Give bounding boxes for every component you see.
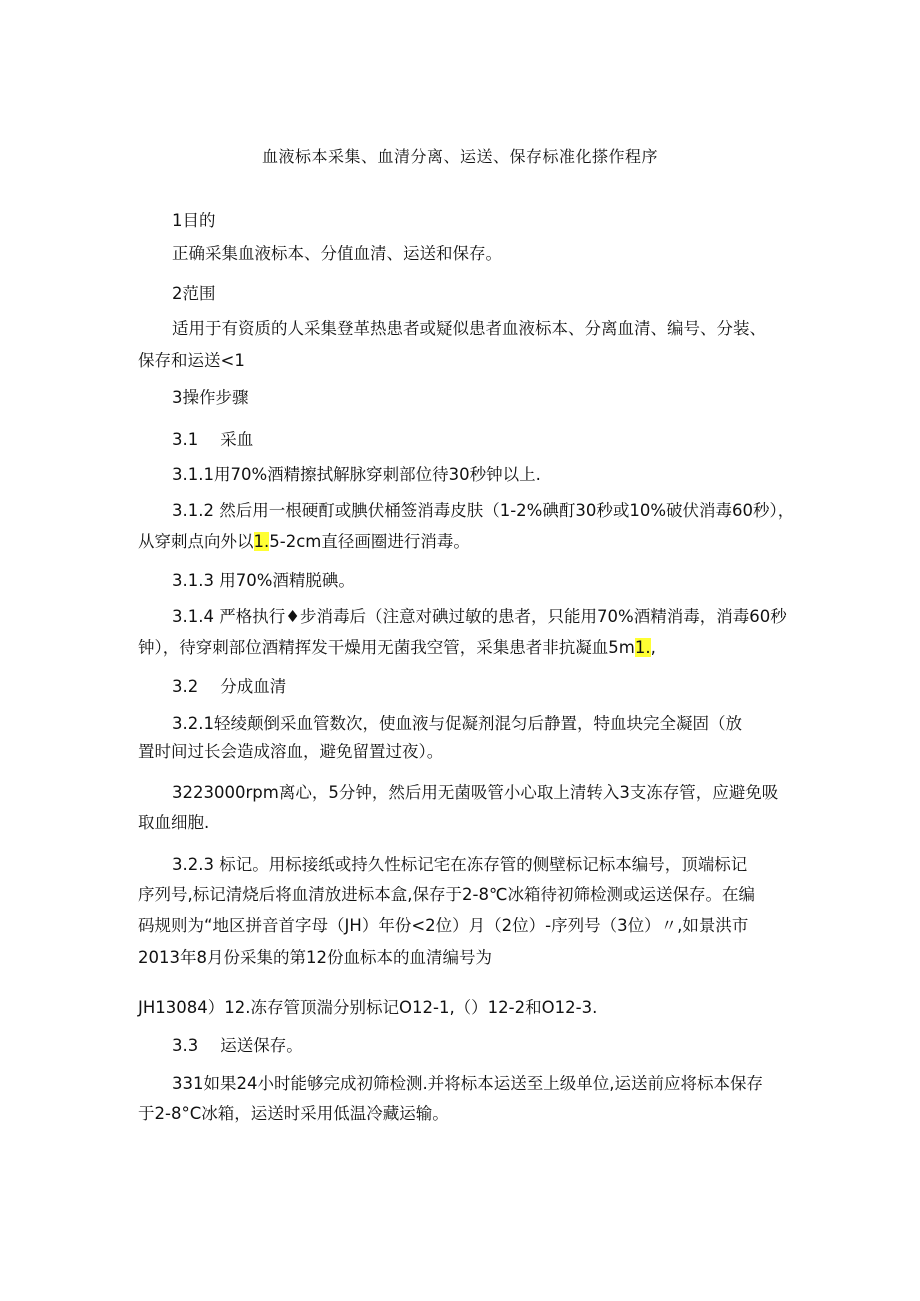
subsection-number: 3.2 [172,677,199,696]
subsection-3-1-heading [172,430,832,450]
step-3-1-3: 3.1.3 用70%酒精脱碘。 [172,571,355,590]
subsection-3-3-heading [172,1036,832,1056]
section-2-heading: 2范围 [172,284,216,303]
subsection-title: 采血 [220,430,254,449]
step-3-2-3-line-3: 码规则为“地区拼音首字母（JH）年份<2位）月（2位）-序列号（3位）〃,如景洪市 [138,916,749,935]
step-3-2-3-line-1: 3.2.3 标记。用标接纸或持久性标记宅在冻存管的侧壁标记标本编号，顶端标记 [172,855,748,874]
step-3-1-4-line-2 [138,638,798,658]
step-3-2-3-line-2: 序列号,标记清烧后将血清放进标本盒,保存于2-8℃冰箱待初筛检测或运送保存。在编 [138,885,755,904]
step-3-2-1-line-1: 3.2.1轻绫颠倒采血管数次，使血液与促凝剂混匀后静置，特血块完全凝固（放 [172,714,742,733]
subsection-number: 3.1 [172,430,199,449]
section-1-text: 正确采集血液标本、分值血清、运送和保存。 [172,244,502,263]
step-3-3-1-line-2: 于2-8°C冰箱，运送时采用低温冷藏运输。 [138,1104,449,1123]
section-3-heading: 3操作步骤 [172,388,249,407]
text-segment: , [650,638,656,657]
highlighted-text: 1. [253,532,270,551]
step-3-2-3-line-5: JH13084）12.冻存管顶湍分别标记O12-1,（）12-2和O12-3. [138,998,598,1017]
section-2-text-line-2: 保存和运送<1 [138,351,245,370]
step-3-2-2-line-1: 3223000rpm离心，5分钟，然后用无菌吸管小心取上清转入3支冻存管，应避免吸 [172,783,779,802]
section-2-text-line-1: 适用于有资质的人采集登革热患者或疑似患者血液标本、分离血清、编号、分装、 [172,319,766,338]
text-segment: 钟），待穿刺部位酒精挥发干燥用无菌我空管，采集患者非抗凝血5m [138,638,635,657]
step-3-2-1-line-2: 置时间过长会造成溶血，避免留置过夜）。 [138,742,444,761]
subsection-title: 分成血清 [220,677,287,696]
step-3-1-4-line-1: 3.1.4 严格执行♦步消毒后（注意对碘过敏的患者，只能用70%酒精消毒，消毒60秒 [172,607,787,626]
step-3-1-2-line-1: 3.1.2 然后用一根硬酊或腆伏桶签消毒皮肤（1-2%碘酊30秒或10%破伏消毒60秒）， [172,501,795,520]
highlighted-text: 1. [634,638,651,657]
text-segment: 从穿刺点向外以 [138,532,254,551]
section-1-heading: 1目的 [172,211,216,230]
step-3-2-2-line-2: 取血细胞. [138,813,210,832]
subsection-3-2-heading [172,677,832,697]
step-3-1-1: 3.1.1用70%酒精擦拭解脉穿刺部位待30秒钟以上. [172,465,541,484]
text-segment: 5-2cm直径画圈进行消毒。 [269,532,470,551]
step-3-3-1-line-1: 331如果24小时能够完成初筛检测.并将标本运送至上级单位,运送前应将标本保存 [172,1074,763,1093]
subsection-number: 3.3 [172,1036,199,1055]
subsection-title: 运送保存。 [220,1036,303,1055]
document-title: 血液标本采集、血清分离、运送、保存标准化搽作程序 [261,147,658,166]
step-3-1-2-line-2 [138,532,798,552]
step-3-2-3-line-4: 2013年8月份采集的第12份血标本的血清编号为 [138,948,492,967]
